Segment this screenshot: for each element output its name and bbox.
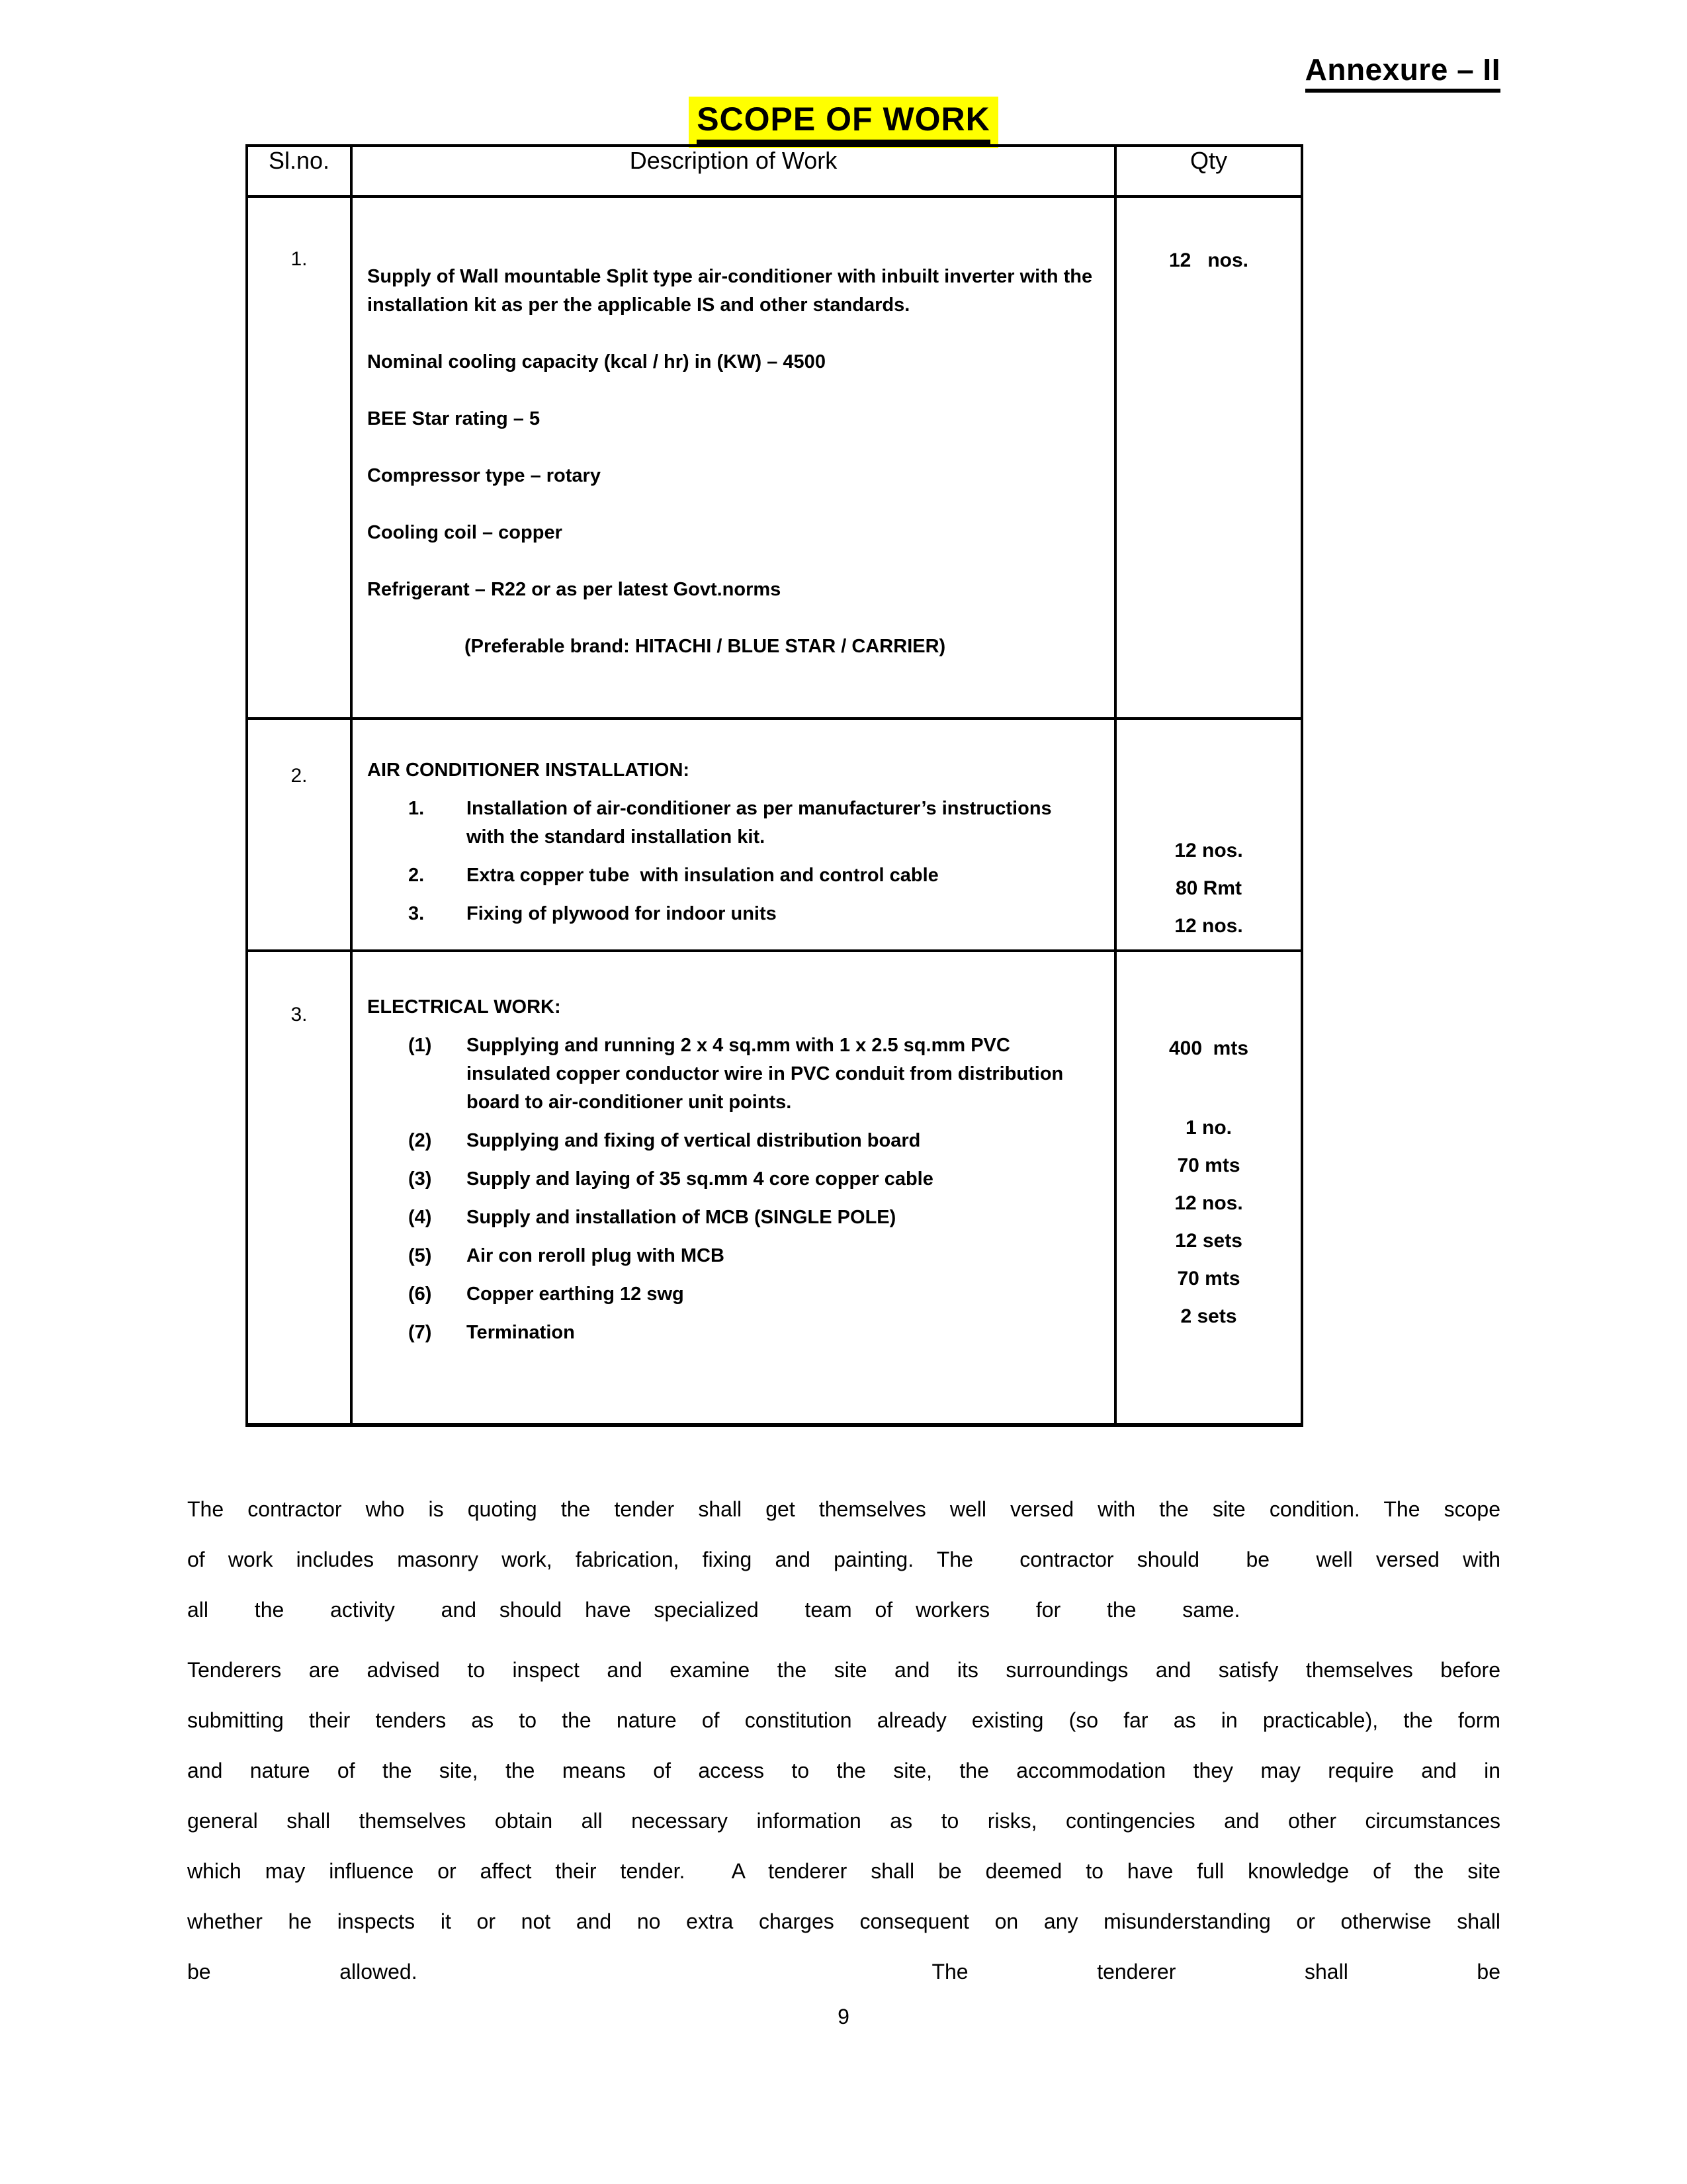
scope-of-work-table <box>245 144 1303 1427</box>
title-highlight <box>689 97 998 148</box>
paragraph: The contractor who is quoting the tender shall get themselves well versed with the site condition. The scope of work includes masonry work, fabrication, fixing and painting. The contractor should be well versed with all the activity and should have specialized team of workers for the same. <box>187 1497 1547 1622</box>
list-item <box>367 1242 1088 1270</box>
item-text: Supply and laying of 35 sq.mm 4 core copper cable <box>466 1168 933 1190</box>
qty-value: 12 nos. <box>1174 1192 1243 1214</box>
column-header-slno: Sl.no. <box>247 146 351 197</box>
item-text: Copper earthing 12 swg <box>466 1284 684 1305</box>
row3-heading: ELECTRICAL WORK: <box>367 996 561 1018</box>
table-row <box>247 197 1302 719</box>
row1-paragraph: Supply of Wall mountable Split type air-conditioner with inbuilt inverter with the installation kit as per the applicable IS and other standards. <box>367 266 1098 316</box>
row1-paragraph: BEE Star rating – 5 <box>367 408 541 429</box>
item-text: Fixing of plywood for indoor units <box>466 903 777 924</box>
row1-brand-note: (Preferable brand: HITACHI / BLUE STAR / CARRIER) <box>464 636 946 657</box>
list-item <box>367 1319 1088 1347</box>
row1-paragraph: Compressor type – rotary <box>367 465 601 486</box>
annexure-label: Annexure – II <box>1305 52 1500 93</box>
qty-value: 12 sets <box>1175 1230 1242 1252</box>
item-label: (2) <box>408 1130 432 1151</box>
list-item <box>367 795 1088 852</box>
qty-value: 80 Rmt <box>1175 877 1242 899</box>
body-text <box>187 1484 1547 2007</box>
list-item <box>367 1280 1088 1309</box>
row1-qty <box>1115 197 1302 719</box>
item-label: (3) <box>408 1168 432 1190</box>
row2-description <box>351 719 1115 951</box>
row1-paragraph: Cooling coil – copper <box>367 522 562 543</box>
page-title: SCOPE OF WORK <box>697 100 990 144</box>
qty-value: 1 no. <box>1185 1117 1232 1139</box>
item-label: 3. <box>408 903 425 924</box>
qty-value: 12 nos. <box>1168 249 1249 271</box>
title-row <box>0 97 1687 148</box>
item-label: 2. <box>408 865 425 886</box>
page-number: 9 <box>838 2005 849 2029</box>
table-row <box>247 719 1302 951</box>
item-text: Supplying and fixing of vertical distribution board <box>466 1130 921 1151</box>
row1-description <box>351 197 1115 719</box>
item-label: (6) <box>408 1284 432 1305</box>
item-label: (1) <box>408 1035 432 1056</box>
list-item <box>367 1203 1088 1232</box>
table-row <box>247 951 1302 1425</box>
item-text: Air con reroll plug with MCB <box>466 1245 724 1266</box>
item-text: Termination <box>466 1322 575 1343</box>
column-header-qty: Qty <box>1115 146 1302 197</box>
list-item <box>367 1031 1088 1117</box>
column-header-description: Description of Work <box>351 146 1115 197</box>
item-text: Extra copper tube with insulation and control cable <box>466 865 939 886</box>
row3-qty <box>1115 951 1302 1425</box>
row1-paragraph: Nominal cooling capacity (kcal / hr) in (KW) – 4500 <box>367 351 826 372</box>
row2-qty <box>1115 719 1302 951</box>
item-label: (5) <box>408 1245 432 1266</box>
qty-value: 12 nos. <box>1174 915 1243 937</box>
row3-description <box>351 951 1115 1425</box>
row2-slno: 2. <box>247 719 351 951</box>
qty-value: 12 nos. <box>1174 840 1243 861</box>
table-header-row <box>247 146 1302 197</box>
qty-value: 400 mts <box>1168 1037 1249 1059</box>
item-text: Supplying and running 2 x 4 sq.mm with 1 x 2.5 sq.mm PVC insulated copper conductor wire in PVC conduit from distribution board to air-conditioner unit points. <box>466 1035 1069 1113</box>
row2-heading: AIR CONDITIONER INSTALLATION: <box>367 760 690 781</box>
qty-value: 2 sets <box>1180 1305 1237 1327</box>
item-label: (7) <box>408 1322 432 1343</box>
item-label: 1. <box>408 798 425 819</box>
list-item <box>367 1127 1088 1155</box>
list-item <box>367 1165 1088 1194</box>
item-text: Installation of air-conditioner as per manufacturer’s instructions with the standard installation kit. <box>466 798 1057 848</box>
row1-paragraph: Refrigerant – R22 or as per latest Govt.norms <box>367 579 781 600</box>
item-text: Supply and installation of MCB (SINGLE POLE) <box>466 1207 896 1228</box>
list-item <box>367 861 1088 890</box>
qty-value: 70 mts <box>1177 1268 1240 1289</box>
row3-slno: 3. <box>247 951 351 1425</box>
annexure-header <box>1305 52 1500 87</box>
item-label: (4) <box>408 1207 432 1228</box>
row1-slno: 1. <box>247 197 351 719</box>
qty-value: 70 mts <box>1177 1155 1240 1176</box>
paragraph: Tenderers are advised to inspect and examine the site and its surroundings and satisfy themselves before submitting their tenders as to the nature of constitution already existing (so far as in practicable), the form and nature of the site, the means of access to the site, the accommodation they may require and in general shall themselves obtain all necessary information as to risks, contingencies and other circumstances which may influence or affect their tender. A tenderer shall be deemed to have full knowledge of the site whether he inspects it or not and no extra charges consequent on any misunderstanding or otherwise shall be allowed. The tenderer shall be <box>187 1658 1524 1984</box>
page-footer <box>0 2005 1687 2029</box>
list-item <box>367 900 1088 928</box>
